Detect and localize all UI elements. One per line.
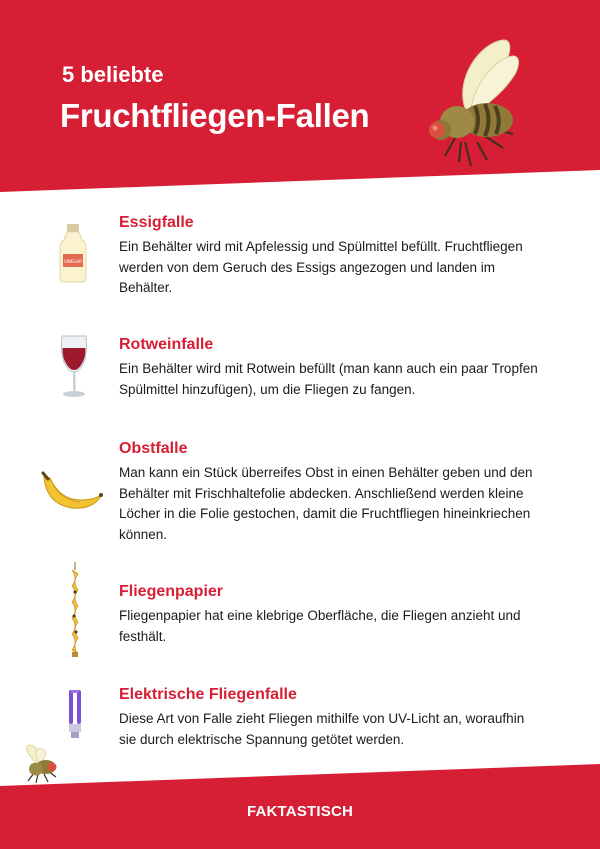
- item-text: Ein Behälter wird mit Apfelessig und Spülmittel befüllt. Fruchtfliegen werden von dem Geruch des Essigs angezogen und landen im Behälter.: [119, 239, 523, 295]
- item-text: Fliegenpapier hat eine klebrige Oberfläche, die Fliegen anzieht und festhält.: [119, 608, 521, 644]
- svg-text:VINEGAR: VINEGAR: [63, 259, 83, 264]
- header-subtitle: 5 beliebte: [62, 62, 164, 87]
- list-item: [119, 685, 539, 750]
- item-title: Elektrische Fliegenfalle: [119, 686, 297, 703]
- banana-icon: [40, 470, 104, 514]
- fruit-fly-icon: [425, 38, 525, 174]
- uv-lamp-icon: [67, 688, 83, 740]
- item-title: Essigfalle: [119, 214, 194, 231]
- list-item: [119, 582, 539, 647]
- fruit-fly-icon: [20, 743, 62, 785]
- list-item: [119, 439, 539, 545]
- item-text: Diese Art von Falle zieht Fliegen mithilfe von UV-Licht an, woraufhin sie durch elektrische Spannung getötet werden.: [119, 711, 525, 747]
- item-text: Man kann ein Stück überreifes Obst in einen Behälter geben und den Behälter mit Frischhaltefolie abdecken. Anschließend werden kleine Löcher in die Folie gestochen, damit die Fruchtfliegen hineinkriechen können.: [119, 465, 533, 542]
- vinegar-bottle-icon: [58, 222, 88, 284]
- brand-logo: FAKTASTISCH: [246, 803, 354, 820]
- item-title: Obstfalle: [119, 440, 188, 457]
- wine-glass-icon: [58, 334, 90, 400]
- fly-paper-icon: [66, 562, 84, 658]
- item-text: Ein Behälter wird mit Rotwein befüllt (man kann auch ein paar Tropfen Spülmittel hinzufügen), um die Fliegen zu fangen.: [119, 361, 538, 397]
- list-item: [119, 335, 539, 400]
- item-title: Rotweinfalle: [119, 336, 214, 353]
- item-title: Fliegenpapier: [119, 583, 224, 600]
- page-title: Fruchtfliegen-Fallen: [60, 97, 370, 134]
- list-item: [119, 213, 539, 299]
